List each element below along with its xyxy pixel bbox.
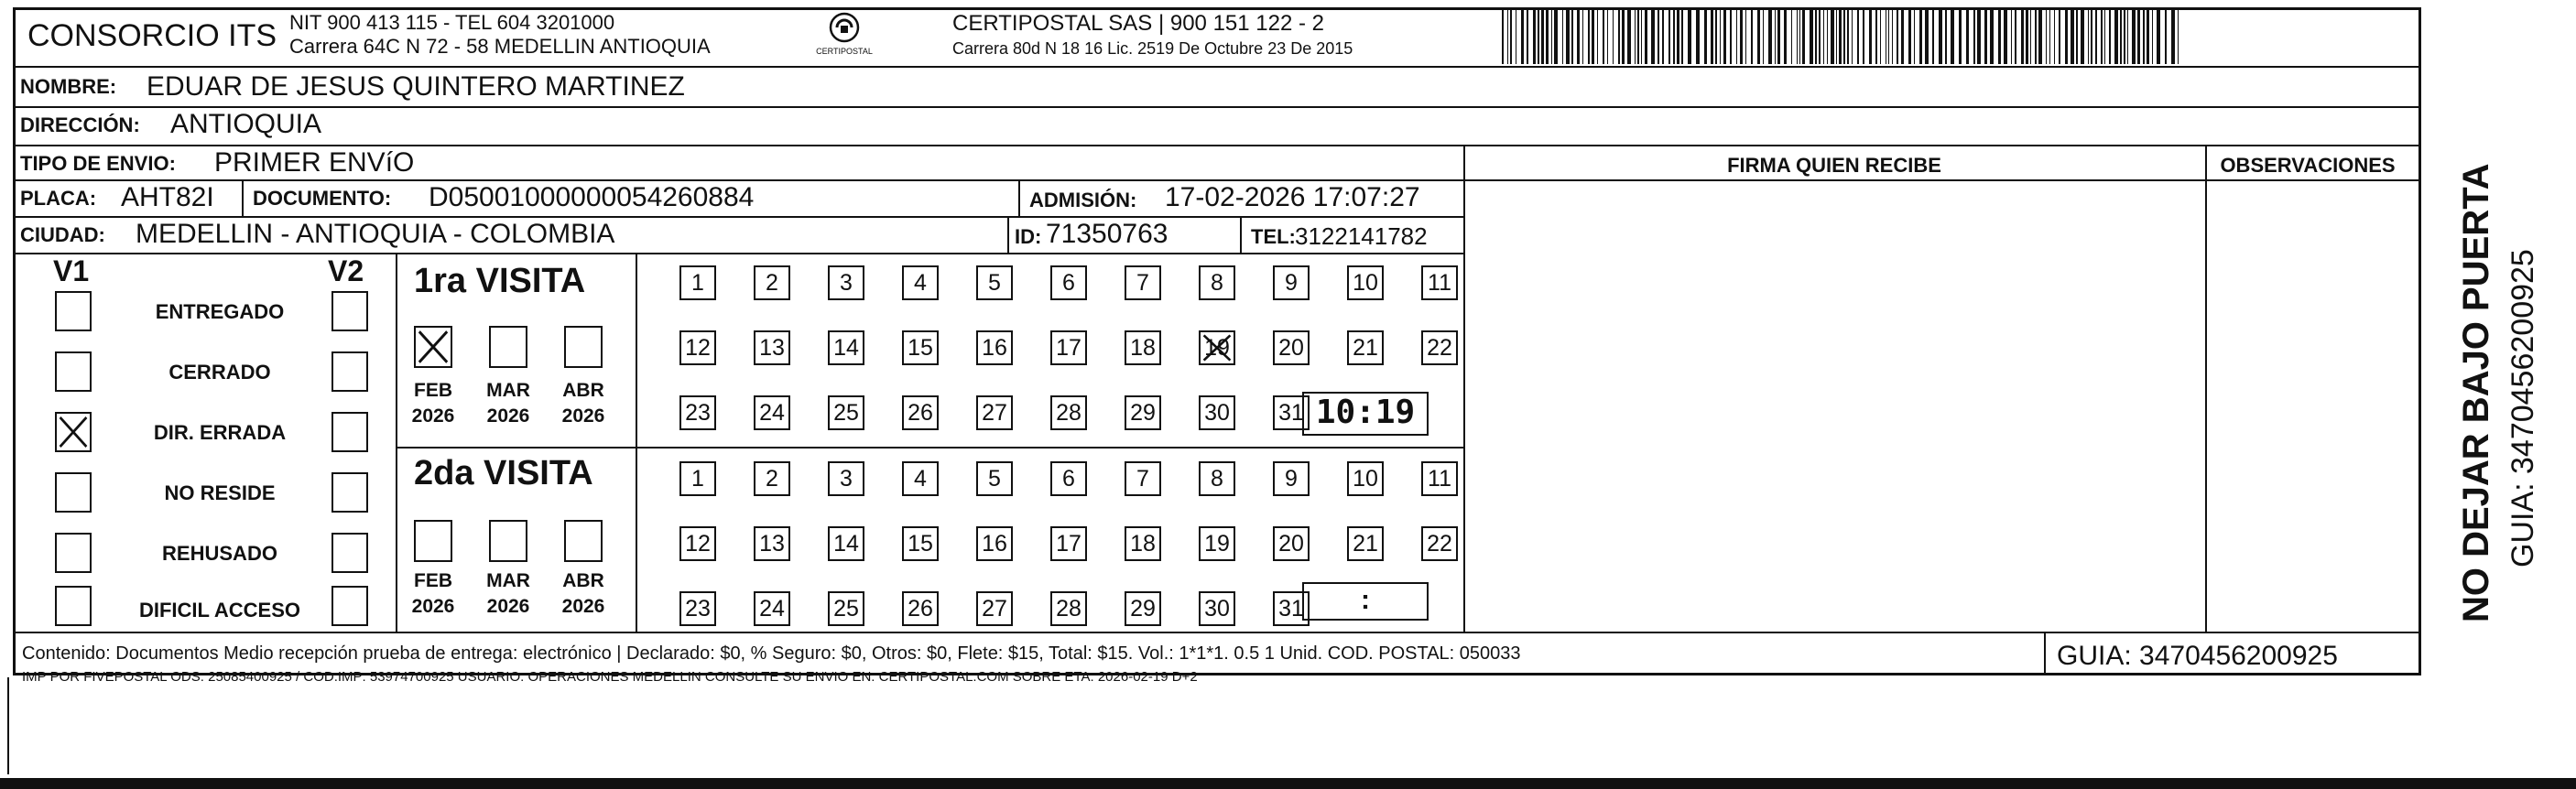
- day-box[interactable]: 23: [679, 395, 716, 430]
- day-box[interactable]: 9: [1273, 265, 1310, 300]
- v2-checkbox[interactable]: [332, 533, 368, 573]
- x-mark-icon: [1201, 332, 1234, 363]
- barcode-bar: [2165, 7, 2167, 64]
- day-box[interactable]: 15: [902, 330, 939, 365]
- barcode-bar: [1875, 7, 1877, 64]
- footer-contents: Contenido: Documentos Medio recepción prueba de entrega: electrónico | Declarado: $0, % Seguro: $0, Otros: $0, Flete: $15, Total: $15. Vol.: 1*1*1. 0.5 1 Unid. COD. POSTAL: 050033: [22, 643, 1521, 664]
- scan-edge: [7, 677, 9, 774]
- month-year: 2026: [486, 405, 530, 427]
- day-box[interactable]: 1: [679, 461, 716, 496]
- day-box[interactable]: 12: [679, 330, 716, 365]
- footer-guia: GUIA: 3470456200925: [2057, 641, 2338, 671]
- divider: [1018, 179, 1020, 216]
- month-name: ABR: [562, 570, 604, 591]
- barcode-bar: [2026, 7, 2028, 64]
- barcode-bar: [1908, 7, 1911, 64]
- day-box[interactable]: 16: [976, 330, 1013, 365]
- barcode-bar: [1857, 7, 1859, 64]
- scan-bottom-bar: [0, 778, 2576, 789]
- barcode-bar: [1704, 7, 1707, 64]
- barcode-bar: [1852, 7, 1853, 64]
- v2-checkbox[interactable]: [332, 351, 368, 392]
- barcode-bar: [1662, 7, 1664, 64]
- barcode-bar: [1533, 7, 1536, 64]
- status-label: DIFICIL ACCESO: [138, 599, 300, 621]
- day-box[interactable]: 2: [754, 461, 790, 496]
- barcode-bar: [1538, 7, 1539, 64]
- barcode-bar: [2004, 7, 2007, 64]
- name-label: NOMBRE:: [20, 75, 117, 98]
- barcode-bar: [2095, 7, 2097, 64]
- v2-checkbox[interactable]: [332, 412, 368, 452]
- barcode-bar: [2015, 7, 2016, 64]
- day-box[interactable]: 24: [754, 591, 790, 626]
- barcode-bar: [2076, 7, 2078, 64]
- v2-checkbox[interactable]: [332, 472, 368, 513]
- barcode-bar: [1919, 7, 1922, 64]
- observations-heading: OBSERVACIONES: [2220, 154, 2396, 177]
- id-label: ID:: [1015, 225, 1042, 248]
- visit-1-title: 1ra VISITA: [414, 262, 586, 300]
- barcode-bar: [2038, 7, 2042, 64]
- barcode-bar: [1696, 7, 1700, 64]
- barcode-bar: [1622, 7, 1625, 64]
- side-warning: NO DEJAR BAJO PUERTA: [2456, 163, 2496, 622]
- day-box[interactable]: 12: [679, 526, 716, 561]
- recipient-address: ANTIOQUIA: [170, 109, 322, 139]
- shipment-type-label: TIPO DE ENVIO:: [20, 152, 176, 175]
- barcode-bar: [2065, 7, 2068, 64]
- barcode-bar: [2035, 7, 2037, 64]
- barcode-bar: [2152, 7, 2153, 64]
- barcode-bar: [1502, 7, 1504, 64]
- v1-checkbox[interactable]: [55, 472, 92, 513]
- day-box[interactable]: 29: [1125, 591, 1161, 626]
- barcode-bar: [1736, 7, 1737, 64]
- day-box[interactable]: 7: [1125, 461, 1161, 496]
- day-box[interactable]: 27: [976, 591, 1013, 626]
- day-box[interactable]: 10: [1347, 461, 1384, 496]
- barcode-bar: [2021, 7, 2024, 64]
- logo-text: CERTIPOSTAL: [816, 47, 873, 56]
- day-box[interactable]: 10: [1347, 265, 1384, 300]
- v1-checkbox[interactable]: [55, 586, 92, 626]
- day-box[interactable]: 6: [1050, 265, 1087, 300]
- certipostal-logo: [812, 11, 876, 62]
- divider: [13, 66, 2421, 68]
- month-checkbox[interactable]: [489, 520, 527, 562]
- barcode-bar: [1582, 7, 1583, 64]
- certipostal-license: Carrera 80d N 18 16 Lic. 2519 De Octubre 23 De 2015: [952, 39, 1353, 58]
- divider: [13, 106, 2421, 108]
- barcode-bar: [1551, 7, 1552, 64]
- divider: [636, 253, 637, 632]
- day-box[interactable]: 7: [1125, 265, 1161, 300]
- divider: [1463, 145, 1465, 632]
- day-box[interactable]: 24: [754, 395, 790, 430]
- barcode-bar: [1641, 7, 1642, 64]
- barcode-bar: [2132, 7, 2136, 64]
- x-mark-icon: [57, 414, 90, 450]
- barcode-bar: [1984, 7, 1987, 64]
- barcode-bar: [2104, 7, 2105, 64]
- barcode-bar: [1998, 7, 2001, 64]
- company-nit: NIT 900 413 115 - TEL 604 3201000: [289, 11, 615, 34]
- v1-label: V1: [53, 254, 90, 287]
- signature-area[interactable]: [1469, 183, 2201, 628]
- day-box[interactable]: 17: [1050, 330, 1087, 365]
- barcode-bar: [1966, 7, 1969, 64]
- barcode-bar: [2127, 7, 2128, 64]
- barcode-bar: [1566, 7, 1570, 64]
- barcode-bar: [1914, 7, 1915, 64]
- v1-checkbox[interactable]: [55, 412, 92, 452]
- barcode-bar: [1681, 7, 1683, 64]
- barcode-bar: [2030, 7, 2031, 64]
- barcode-bar: [1658, 7, 1659, 64]
- barcode-icon: [1502, 7, 2184, 64]
- barcode-bar: [1951, 7, 1954, 64]
- day-box[interactable]: 14: [828, 330, 864, 365]
- barcode-bar: [1571, 7, 1573, 64]
- day-box[interactable]: 1: [679, 265, 716, 300]
- barcode-bar: [2088, 7, 2089, 64]
- month-checkbox[interactable]: [564, 326, 603, 368]
- divider: [13, 216, 1463, 218]
- barcode-bar: [1688, 7, 1691, 64]
- x-mark-icon: [416, 328, 451, 366]
- day-box[interactable]: 4: [902, 265, 939, 300]
- barcode-bar: [1990, 7, 1994, 64]
- barcode-bar: [1945, 7, 1947, 64]
- month-year: 2026: [411, 405, 455, 427]
- barcode-bar: [2101, 7, 2103, 64]
- barcode-bar: [1645, 7, 1647, 64]
- address-label: DIRECCIÓN:: [20, 113, 140, 136]
- day-box[interactable]: 31: [1273, 591, 1310, 626]
- barcode-bar: [2178, 7, 2179, 64]
- barcode-bar: [1827, 7, 1828, 64]
- barcode-bar: [1797, 7, 1798, 64]
- month-checkbox[interactable]: [489, 326, 527, 368]
- barcode-bar: [1810, 7, 1813, 64]
- day-box[interactable]: 11: [1421, 265, 1458, 300]
- barcode-bar: [1751, 7, 1753, 64]
- barcode-bar: [1745, 7, 1746, 64]
- barcode-bar: [2046, 7, 2047, 64]
- barcode-bar: [1521, 7, 1524, 64]
- barcode-bar: [1939, 7, 1942, 64]
- day-box[interactable]: 13: [754, 526, 790, 561]
- day-box[interactable]: 5: [976, 265, 1013, 300]
- visit-2-time[interactable]: :: [1302, 582, 1429, 621]
- barcode-bar: [1932, 7, 1934, 64]
- visit-1-time[interactable]: 10:19: [1302, 392, 1429, 436]
- barcode-bar: [2054, 7, 2055, 64]
- observations-area[interactable]: [2211, 183, 2418, 628]
- month-year: 2026: [561, 596, 605, 617]
- barcode-bar: [2120, 7, 2122, 64]
- barcode-bar: [1651, 7, 1655, 64]
- day-box[interactable]: 26: [902, 395, 939, 430]
- day-box[interactable]: 21: [1347, 526, 1384, 561]
- signature-heading: FIRMA QUIEN RECIBE: [1727, 154, 1941, 177]
- month-year: 2026: [486, 596, 530, 617]
- day-box[interactable]: 28: [1050, 591, 1087, 626]
- barcode-bar: [1740, 7, 1743, 64]
- barcode-bar: [2109, 7, 2111, 64]
- day-box[interactable]: 29: [1125, 395, 1161, 430]
- city-label: CIUDAD:: [20, 223, 105, 246]
- day-box[interactable]: 14: [828, 526, 864, 561]
- day-box[interactable]: 2: [754, 265, 790, 300]
- barcode-bar: [2011, 7, 2012, 64]
- barcode-bar: [1673, 7, 1675, 64]
- barcode-bar: [1863, 7, 1864, 64]
- status-label: ENTREGADO: [155, 300, 285, 323]
- barcode-bar: [1603, 7, 1604, 64]
- barcode-bar: [1897, 7, 1898, 64]
- divider: [1240, 216, 1242, 253]
- barcode-bar: [1541, 7, 1544, 64]
- day-box[interactable]: 11: [1421, 461, 1458, 496]
- side-guia: GUIA: 3470456200925: [2505, 249, 2540, 567]
- day-box[interactable]: 20: [1273, 330, 1310, 365]
- barcode-bar: [2157, 7, 2160, 64]
- barcode-bar: [1799, 7, 1800, 64]
- day-box[interactable]: 28: [1050, 395, 1087, 430]
- barcode-bar: [1977, 7, 1981, 64]
- barcode-bar: [1791, 7, 1792, 64]
- divider: [396, 447, 1463, 449]
- barcode-bar: [1901, 7, 1904, 64]
- barcode-bar: [1839, 7, 1842, 64]
- day-box[interactable]: 15: [902, 526, 939, 561]
- day-box[interactable]: 27: [976, 395, 1013, 430]
- divider: [13, 145, 2421, 146]
- month-checkbox[interactable]: [414, 520, 452, 562]
- day-box[interactable]: 30: [1199, 395, 1235, 430]
- barcode-bar: [2171, 7, 2175, 64]
- day-box[interactable]: 22: [1421, 526, 1458, 561]
- tel-value: 3122141782: [1295, 222, 1428, 250]
- v1-checkbox[interactable]: [55, 533, 92, 573]
- day-box[interactable]: 5: [976, 461, 1013, 496]
- barcode-bar: [1577, 7, 1580, 64]
- day-box[interactable]: 13: [754, 330, 790, 365]
- barcode-bar: [1562, 7, 1563, 64]
- status-label: CERRADO: [168, 361, 271, 384]
- v1-checkbox[interactable]: [55, 291, 92, 331]
- barcode-bar: [1618, 7, 1620, 64]
- barcode-bar: [1784, 7, 1787, 64]
- barcode-bar: [1843, 7, 1845, 64]
- barcode-bar: [1815, 7, 1817, 64]
- id-value: 71350763: [1046, 219, 1168, 249]
- day-box[interactable]: 21: [1347, 330, 1384, 365]
- barcode-bar: [1892, 7, 1893, 64]
- barcode-bar: [1720, 7, 1721, 64]
- barcode-bar: [1768, 7, 1772, 64]
- barcode-bar: [2091, 7, 2092, 64]
- visit-2-title: 2da VISITA: [414, 454, 593, 492]
- barcode-bar: [1592, 7, 1594, 64]
- barcode-bar: [1711, 7, 1713, 64]
- v2-checkbox[interactable]: [332, 291, 368, 331]
- barcode-bar: [1836, 7, 1837, 64]
- barcode-bar: [2124, 7, 2125, 64]
- day-box[interactable]: 8: [1199, 461, 1235, 496]
- day-box[interactable]: 3: [828, 461, 864, 496]
- barcode-bar: [2137, 7, 2140, 64]
- barcode-bar: [1973, 7, 1975, 64]
- day-box[interactable]: 8: [1199, 265, 1235, 300]
- day-box[interactable]: 19: [1199, 330, 1235, 365]
- tel-label: TEL:: [1251, 225, 1296, 248]
- v1-checkbox[interactable]: [55, 351, 92, 392]
- day-box[interactable]: 26: [902, 591, 939, 626]
- status-label: DIR. ERRADA: [153, 421, 287, 444]
- barcode-bar: [1546, 7, 1549, 64]
- barcode-bar: [2147, 7, 2149, 64]
- month-name: ABR: [562, 380, 604, 401]
- barcode-bar: [1925, 7, 1929, 64]
- month-year: 2026: [561, 405, 605, 427]
- status-label: NO RESIDE: [164, 481, 276, 504]
- month-name: MAR: [486, 380, 530, 401]
- barcode-bar: [2071, 7, 2074, 64]
- v2-label: V2: [328, 254, 364, 287]
- barcode-bar: [1831, 7, 1834, 64]
- barcode-bar: [1527, 7, 1528, 64]
- admission-label: ADMISIÓN:: [1029, 189, 1137, 211]
- v2-checkbox[interactable]: [332, 586, 368, 626]
- day-box[interactable]: 4: [902, 461, 939, 496]
- divider: [242, 179, 244, 216]
- month-year: 2026: [411, 596, 455, 617]
- barcode-bar: [2081, 7, 2084, 64]
- day-box[interactable]: 20: [1273, 526, 1310, 561]
- barcode-bar: [1715, 7, 1717, 64]
- day-box[interactable]: 19: [1199, 526, 1235, 561]
- barcode-bar: [1763, 7, 1764, 64]
- day-box[interactable]: 31: [1273, 395, 1310, 430]
- barcode-bar: [2059, 7, 2060, 64]
- month-checkbox[interactable]: [414, 326, 452, 368]
- divider: [13, 179, 2421, 181]
- city-value: MEDELLIN - ANTIOQUIA - COLOMBIA: [136, 219, 615, 249]
- day-box[interactable]: 6: [1050, 461, 1087, 496]
- day-box[interactable]: 16: [976, 526, 1013, 561]
- barcode-bar: [1777, 7, 1780, 64]
- barcode-bar: [1730, 7, 1732, 64]
- barcode-bar: [1597, 7, 1598, 64]
- barcode-bar: [1554, 7, 1558, 64]
- certipostal-company: CERTIPOSTAL SAS | 900 151 122 - 2: [952, 11, 1324, 36]
- divider: [2205, 145, 2207, 632]
- day-box[interactable]: 25: [828, 395, 864, 430]
- barcode-bar: [1613, 7, 1614, 64]
- barcode-bar: [1869, 7, 1872, 64]
- day-box[interactable]: 22: [1421, 330, 1458, 365]
- document-value: D05001000000054260884: [429, 182, 755, 212]
- barcode-bar: [1607, 7, 1608, 64]
- month-checkbox[interactable]: [564, 520, 603, 562]
- barcode-bar: [1507, 7, 1508, 64]
- barcode-bar: [1802, 7, 1805, 64]
- status-label: REHUSADO: [162, 542, 277, 565]
- barcode-bar: [1723, 7, 1726, 64]
- shipment-type: PRIMER ENVíO: [214, 147, 415, 178]
- divider: [13, 632, 2421, 633]
- barcode-bar: [1627, 7, 1631, 64]
- barcode-bar: [2114, 7, 2118, 64]
- barcode-bar: [1847, 7, 1849, 64]
- day-box[interactable]: 3: [828, 265, 864, 300]
- barcode-bar: [1510, 7, 1512, 64]
- plate-label: PLACA:: [20, 187, 97, 210]
- barcode-bar: [1637, 7, 1639, 64]
- barcode-bar: [2049, 7, 2050, 64]
- plate-value: AHT82I: [121, 182, 214, 212]
- company-name: CONSORCIO ITS: [27, 18, 277, 53]
- divider: [13, 253, 1463, 254]
- day-box[interactable]: 9: [1273, 461, 1310, 496]
- month-name: MAR: [486, 570, 530, 591]
- divider: [2044, 632, 2046, 676]
- day-box[interactable]: 30: [1199, 591, 1235, 626]
- barcode-bar: [1757, 7, 1760, 64]
- divider: [396, 253, 397, 632]
- day-box[interactable]: 18: [1125, 330, 1161, 365]
- footer-imp-line: IMP POR FIVEPOSTAL ODS: 25085400925 / COD.IMP: 53974700925 USUARIO: OPERACIONES MEDELLIN CONSULTE SU ENVIO EN: CERTIPOSTAL.COM SOBRE ETA: 2026-02-19 D+2: [22, 669, 1198, 685]
- barcode-bar: [1677, 7, 1679, 64]
- barcode-bar: [1775, 7, 1776, 64]
- document-label: DOCUMENTO:: [253, 187, 392, 210]
- barcode-bar: [1823, 7, 1824, 64]
- barcode-bar: [1880, 7, 1881, 64]
- barcode-bar: [2143, 7, 2145, 64]
- admission-value: 17-02-2026 17:07:27: [1165, 182, 1420, 212]
- recipient-name: EDUAR DE JESUS QUINTERO MARTINEZ: [147, 71, 685, 102]
- barcode-bar: [1888, 7, 1889, 64]
- company-address: Carrera 64C N 72 - 58 MEDELLIN ANTIOQUIA: [289, 35, 711, 58]
- barcode-bar: [1668, 7, 1670, 64]
- month-name: FEB: [414, 380, 452, 401]
- barcode-bar: [1635, 7, 1636, 64]
- barcode-bar: [1959, 7, 1962, 64]
- divider: [1007, 216, 1009, 253]
- day-box[interactable]: 18: [1125, 526, 1161, 561]
- barcode-bar: [1819, 7, 1821, 64]
- month-name: FEB: [414, 570, 452, 591]
- day-box[interactable]: 23: [679, 591, 716, 626]
- day-box[interactable]: 25: [828, 591, 864, 626]
- day-box[interactable]: 17: [1050, 526, 1087, 561]
- barcode-bar: [1588, 7, 1590, 64]
